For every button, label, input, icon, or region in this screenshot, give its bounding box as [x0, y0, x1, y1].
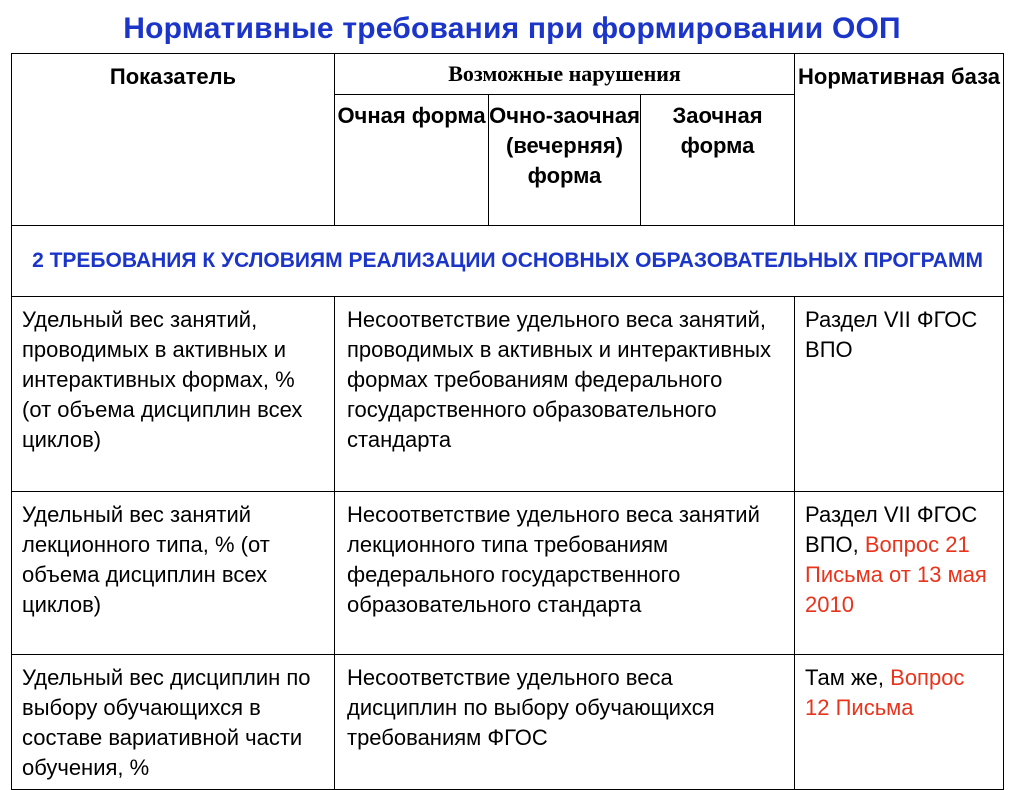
indicator-cell: Удельный вес занятий, проводимых в активных и интерактивных формах, % (от объема дисциплин всех циклов): [12, 297, 335, 492]
table-row: [12, 492, 1004, 655]
violation-cell: Несоответствие удельного веса дисциплин по выбору обучающихся требованиям ФГОС: [335, 655, 795, 790]
header-distance: Заочная форма: [641, 95, 795, 226]
requirements-table: [11, 53, 1004, 790]
violation-cell: Несоответствие удельного веса занятий лекционного типа требованиям федерального государственного образовательного стандарта: [335, 492, 795, 655]
base-cell: [795, 492, 1004, 655]
base-cell: [795, 297, 1004, 492]
violation-cell: Несоответствие удельного веса занятий, проводимых в активных и интерактивных формах требованиям федерального государственного образовательного стандарта: [335, 297, 795, 492]
base-reference: Вопрос 21 Письма от 13 мая 2010: [805, 532, 987, 617]
header-full-time: Очная форма: [335, 95, 489, 226]
base-text: Раздел VII ФГОС ВПО: [805, 307, 978, 362]
header-indicator: Показатель: [12, 54, 335, 226]
header-part-time: Очно-заочная (вечерняя) форма: [489, 95, 641, 226]
header-violations: Возможные нарушения: [335, 54, 795, 95]
page-title: Нормативные требования при формировании ООП: [123, 12, 901, 45]
indicator-cell: Удельный вес дисциплин по выбору обучающихся в составе вариативной части обучения, %: [12, 655, 335, 790]
base-reference: Вопрос 12 Письма: [805, 665, 965, 720]
base-cell: [795, 655, 1004, 790]
table-row: [12, 297, 1004, 492]
base-text: Там же,: [805, 665, 885, 690]
section-heading: 2 ТРЕБОВАНИЯ К УСЛОВИЯМ РЕАЛИЗАЦИИ ОСНОВНЫХ ОБРАЗОВАТЕЛЬНЫХ ПРОГРАММ: [12, 226, 1004, 297]
base-text: Раздел VII ФГОС ВПО,: [805, 502, 978, 557]
indicator-cell: Удельный вес занятий лекционного типа, % (от объема дисциплин всех циклов): [12, 492, 335, 655]
header-row-1: [12, 54, 1004, 95]
section-row: [12, 226, 1004, 297]
header-normative-base: Нормативная база: [795, 54, 1004, 226]
table-row: [12, 655, 1004, 790]
